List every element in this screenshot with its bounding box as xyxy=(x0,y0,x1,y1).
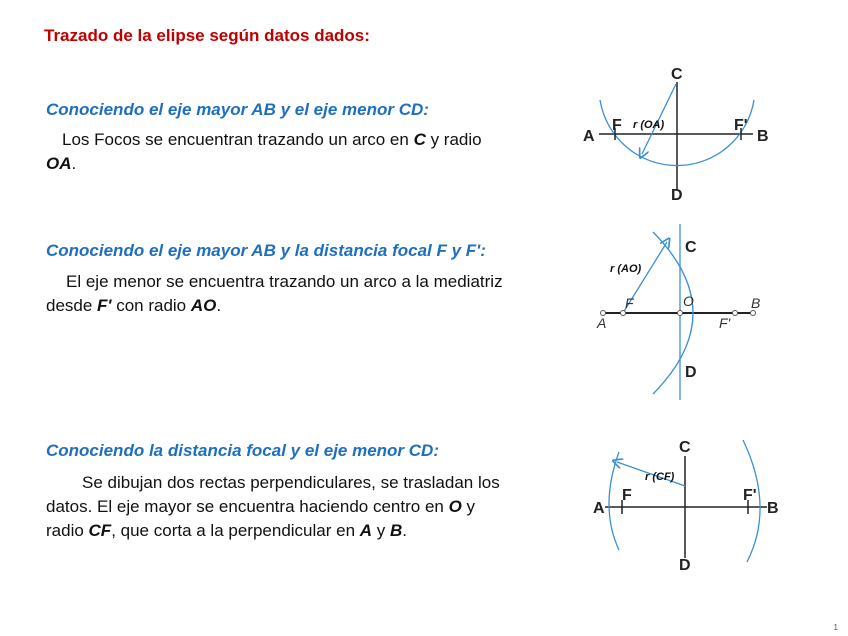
page-title: Trazado de la elipse según datos dados: xyxy=(44,26,370,45)
section-3-text: Se dibujan dos rectas perpendiculares, se trasladan los datos. El eje mayor se encuentra haciendo centro en O y radio CF, que corta a la perpendicular en A y B. xyxy=(46,473,500,540)
label-B: B xyxy=(751,295,761,311)
section-1-heading: Conociendo el eje mayor AB y el eje menor CD: xyxy=(46,100,429,119)
label-B: B xyxy=(757,128,769,145)
ellipse-figure-2 xyxy=(585,220,775,405)
label-O: O xyxy=(683,293,694,309)
ellipse-figure-3 xyxy=(585,430,785,580)
label-A: A xyxy=(583,128,595,145)
radius-label: r (AO) xyxy=(610,263,642,275)
radius-label: r (CF) xyxy=(645,471,675,483)
label-F-prime: F' xyxy=(734,117,748,134)
section-2-heading: Conociendo el eje mayor AB y la distancia focal F y F': xyxy=(46,241,486,260)
label-D: D xyxy=(685,364,697,381)
label-B: B xyxy=(767,500,779,517)
label-F: F xyxy=(612,117,622,134)
page-number: 1 xyxy=(833,623,838,632)
radius-label: r (OA) xyxy=(633,119,665,131)
label-A: A xyxy=(593,500,605,517)
label-D: D xyxy=(671,187,683,204)
label-C: C xyxy=(685,239,697,256)
label-C: C xyxy=(671,66,683,83)
label-F: F xyxy=(625,295,634,311)
label-C: C xyxy=(679,439,691,456)
section-3-heading: Conociendo la distancia focal y el eje menor CD: xyxy=(46,441,439,460)
label-F: F xyxy=(622,487,632,504)
section-2-text: El eje menor se encuentra trazando un arco a la mediatriz desde F' con radio AO. xyxy=(46,272,503,315)
left-arc xyxy=(609,452,619,550)
label-A: A xyxy=(597,315,607,331)
section-1-text: Los Focos se encuentran trazando un arco en C y radio OA. xyxy=(46,130,482,173)
label-D: D xyxy=(679,557,691,574)
label-F-prime: F' xyxy=(743,487,757,504)
ellipse-figure-1 xyxy=(575,60,775,210)
label-F-prime: F' xyxy=(719,315,731,331)
